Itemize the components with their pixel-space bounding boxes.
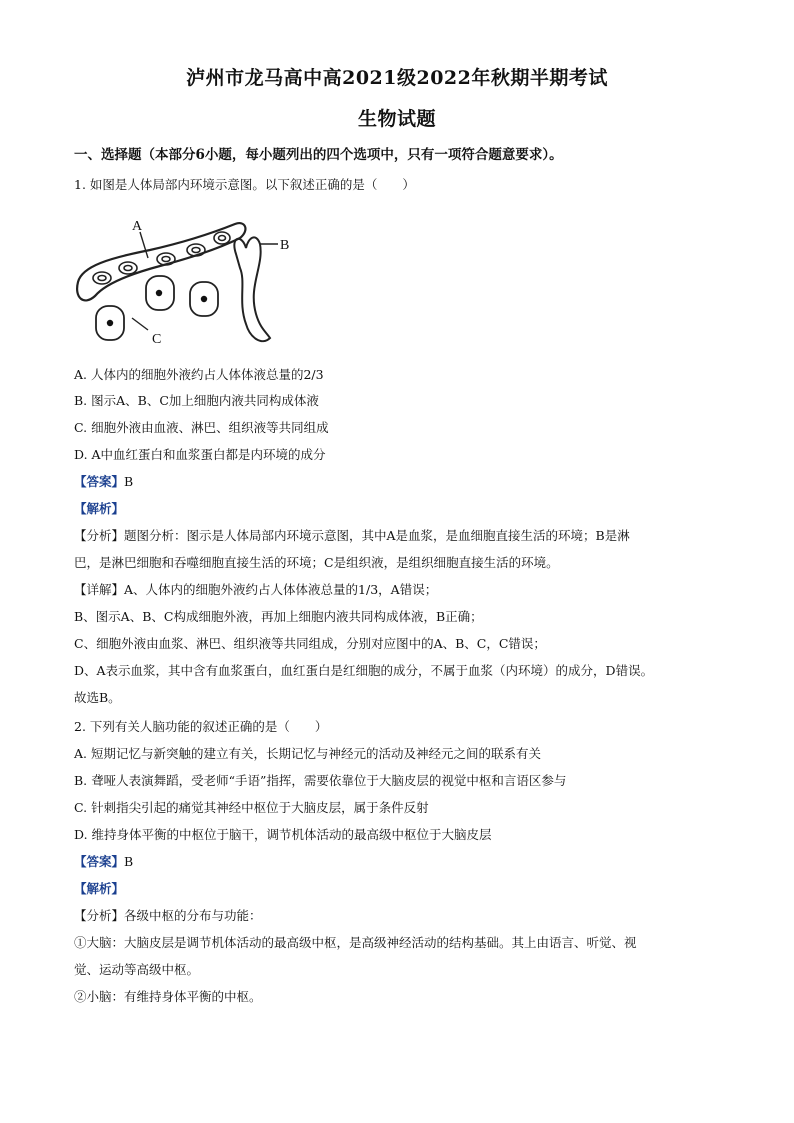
q1-xiangjie-line1 [74, 581, 734, 599]
internal-environment-diagram [70, 206, 300, 356]
q1-xiangjie-line2: B、图示A、B、C构成细胞外液，再加上细胞内液共同构成体液，B正确； [74, 609, 483, 624]
label-a-pointer [140, 232, 148, 258]
label-c: C [152, 332, 162, 347]
q2-answer [74, 853, 734, 871]
fenxi-tag: 【分析】 [74, 528, 125, 543]
q2-analysis-heading [74, 880, 734, 898]
blood-vessel-shape [77, 223, 245, 300]
label-a: A [132, 219, 143, 234]
q2-option-a: A. 短期记忆与新突触的建立有关，长期记忆与神经元的活动及神经元之间的联系有关 [74, 746, 541, 761]
section-heading: 一、选择题（本部分6小题，每小题列出的四个选项中，只有一项符合题意要求）。 [74, 147, 563, 163]
q1-fenxi-line2: 巴，是淋巴细胞和吞噬细胞直接生活的环境；C是组织液，是组织细胞直接生活的环境。 [74, 555, 559, 570]
q2-option-d: D. 维持身体平衡的中枢位于脑干，调节机体活动的最高级中枢位于大脑皮层 [74, 827, 492, 842]
fenxi-text: 各级中枢的分布与功能： [124, 908, 262, 923]
q2-stem: 2. 下列有关人脑功能的叙述正确的是（ ） [74, 719, 328, 734]
answer-tag: 【答案】 [74, 854, 125, 869]
q1-xiangjie-line4: D、A表示血浆，其中含有血浆蛋白，血红蛋白是红细胞的成分，不属于血浆（内环境）的成分，D错误。 [74, 663, 654, 678]
answer-value: B [124, 474, 134, 489]
exam-title: 泸州市龙马高中高2021级2022年秋期半期考试 [186, 67, 608, 89]
q1-xiangjie-line3: C、细胞外液由血浆、淋巴、组织液等共同组成，分别对应图中的A、B、C，C错误； [74, 636, 546, 651]
cell-nuclei [107, 290, 207, 326]
q2-point2: ②小脑：有维持身体平衡的中枢。 [74, 989, 262, 1004]
answer-tag: 【答案】 [74, 474, 125, 489]
q1-figure [70, 206, 300, 356]
fenxi-text: 题图分析：图示是人体局部内环境示意图，其中A是血浆，是血细胞直接生活的环境；B是淋 [124, 528, 630, 543]
xiangjie-text: A、人体内的细胞外液约占人体体液总量的1/3，A错误； [124, 582, 438, 597]
analysis-tag: 【解析】 [74, 881, 125, 896]
q1-option-c: C. 细胞外液由血液、淋巴、组织液等共同组成 [74, 420, 329, 435]
lymph-vessel-shape [234, 237, 270, 341]
label-c-pointer [132, 318, 148, 330]
fenxi-tag: 【分析】 [74, 908, 125, 923]
q1-conclusion: 故选B。 [74, 690, 121, 705]
q2-point1-line1: ①大脑：大脑皮层是调节机体活动的最高级中枢，是高级神经活动的结构基础。其上由语言、听觉、视 [74, 935, 637, 950]
q1-option-b: B. 图示A、B、C加上细胞内液共同构成体液 [74, 393, 319, 408]
label-b: B [280, 238, 290, 253]
tissue-cells [96, 276, 218, 340]
q2-option-b: B. 聋哑人表演舞蹈，受老师“手语”指挥，需要依靠位于大脑皮层的视觉中枢和言语区参与 [74, 773, 567, 788]
q1-answer [74, 473, 734, 491]
q2-point1-line2: 觉、运动等高级中枢。 [74, 962, 200, 977]
q1-option-d: D. A中血红蛋白和血浆蛋白都是内环境的成分 [74, 447, 326, 462]
q1-option-a: A. 人体内的细胞外液约占人体体液总量的2/3 [74, 367, 324, 382]
answer-value: B [124, 854, 134, 869]
q2-fenxi [74, 907, 734, 925]
q2-option-c: C. 针刺指尖引起的痛觉其神经中枢位于大脑皮层，属于条件反射 [74, 800, 429, 815]
analysis-tag: 【解析】 [74, 501, 125, 516]
q1-analysis-heading [74, 500, 734, 518]
xiangjie-tag: 【详解】 [74, 582, 125, 597]
q1-stem: 1. 如图是人体局部内环境示意图。以下叙述正确的是（ ） [74, 177, 415, 192]
exam-subtitle: 生物试题 [357, 108, 436, 130]
q1-fenxi-line1 [74, 527, 734, 545]
